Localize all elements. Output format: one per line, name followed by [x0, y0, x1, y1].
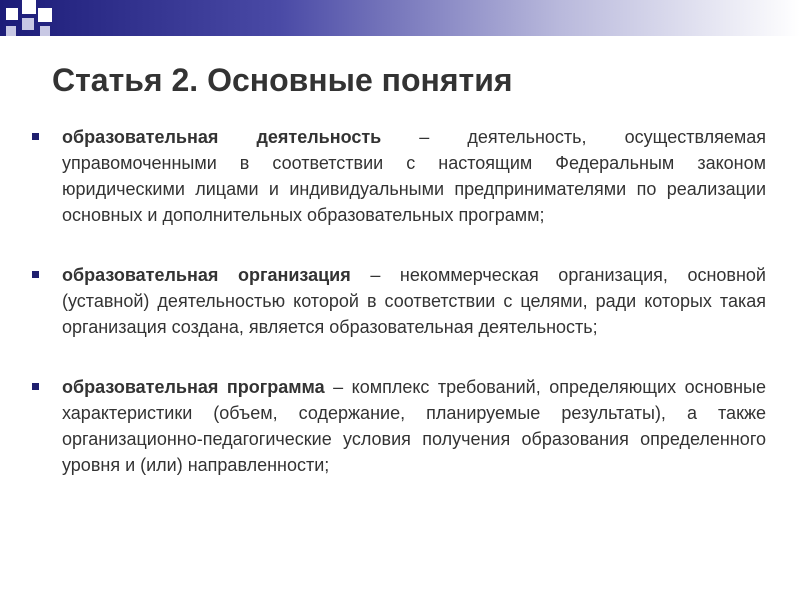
- definition-text: [62, 124, 766, 228]
- decorative-square: [22, 18, 34, 30]
- list-item: [26, 262, 766, 340]
- decorative-square: [6, 26, 16, 36]
- square-bullet-icon: [32, 133, 39, 140]
- definition-text: [62, 374, 766, 478]
- definition-body: – комплекс требований, определяющих основные характеристики (объем, содержание, планируемые результаты), а также организационно-педагогические условия получения образования определенного уровня и (или) направленности;: [62, 377, 766, 475]
- definitions-list: [26, 124, 766, 512]
- definition-term: образовательная деятельность: [62, 127, 382, 147]
- decorative-square: [22, 0, 36, 14]
- decorative-square: [38, 8, 52, 22]
- list-item: [26, 374, 766, 478]
- decorative-square: [6, 8, 18, 20]
- header-gradient-band: [0, 0, 800, 36]
- definition-term: образовательная организация: [62, 265, 351, 285]
- definition-body: – деятельность, осуществляемая управомоченными в соответствии с настоящим Федеральным законом юридическими лицами и индивидуальными предпринимателями по реализации основных и дополнительных образовательных программ;: [62, 127, 766, 225]
- square-bullet-icon: [32, 383, 39, 390]
- slide-title: Статья 2. Основные понятия: [52, 62, 513, 98]
- definition-body: – некоммерческая организация, основной (уставной) деятельностью которой в соответствии с целями, ради которых такая организация создана, является образовательная деятельность;: [62, 265, 766, 337]
- definition-term: образовательная программа: [62, 377, 325, 397]
- definition-text: [62, 262, 766, 340]
- square-bullet-icon: [32, 271, 39, 278]
- decorative-square: [40, 26, 50, 36]
- list-item: [26, 124, 766, 228]
